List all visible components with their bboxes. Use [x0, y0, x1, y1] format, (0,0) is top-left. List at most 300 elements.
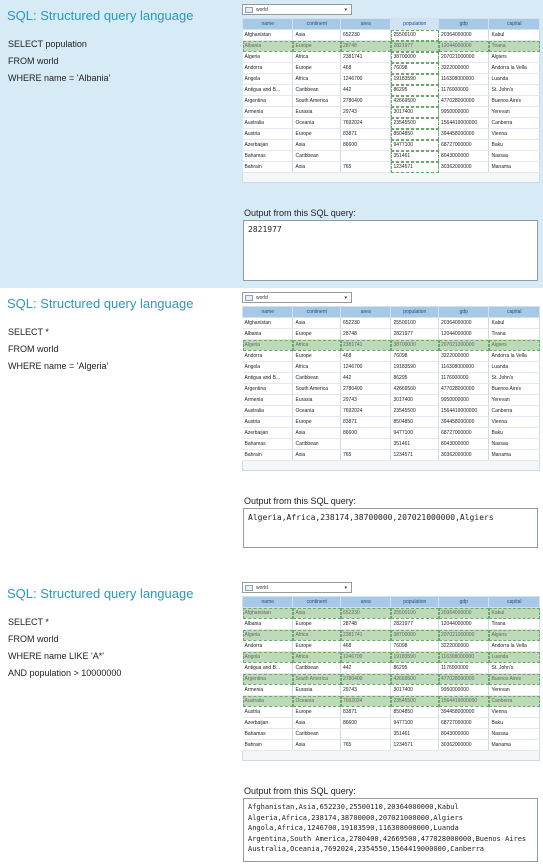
table-cell-capital[interactable]: Algiers: [489, 52, 540, 63]
column-header-name[interactable]: name: [243, 307, 293, 318]
table-selector-dropdown[interactable]: [242, 4, 352, 15]
table-cell-population[interactable]: 2821977: [391, 619, 439, 630]
table-cell-continent[interactable]: Europe: [293, 41, 341, 52]
table-row[interactable]: [243, 718, 540, 729]
column-header-capital[interactable]: capital: [489, 597, 540, 608]
table-cell-continent[interactable]: Caribbean: [293, 151, 341, 162]
table-cell-gdp[interactable]: 30362000000: [439, 162, 489, 173]
table-cell-gdp[interactable]: 1564419000000: [439, 406, 489, 417]
column-header-name[interactable]: name: [243, 19, 293, 30]
table-row[interactable]: [243, 428, 540, 439]
column-header-area[interactable]: area: [341, 597, 391, 608]
table-cell-continent[interactable]: Caribbean: [293, 729, 341, 740]
table-cell-capital[interactable]: Andorra la Vella: [489, 641, 540, 652]
table-row[interactable]: [243, 652, 540, 663]
table-cell-continent[interactable]: Caribbean: [293, 439, 341, 450]
table-row[interactable]: [243, 740, 540, 751]
table-cell-population[interactable]: 9477100: [391, 140, 439, 151]
column-header-gdp[interactable]: gdp: [439, 307, 489, 318]
table-row[interactable]: [243, 107, 540, 118]
table-cell-population[interactable]: 2821977: [391, 41, 439, 52]
table-cell-population[interactable]: 23545500: [391, 118, 439, 129]
table-cell-population[interactable]: 3017400: [391, 685, 439, 696]
table-cell-name[interactable]: Bahrain: [243, 162, 293, 173]
table-cell-area[interactable]: 442: [341, 373, 391, 384]
table-cell-capital[interactable]: Nassau: [489, 729, 540, 740]
table-row[interactable]: [243, 685, 540, 696]
table-cell-name[interactable]: Andorra: [243, 351, 293, 362]
table-cell-gdp[interactable]: 207021000000: [439, 340, 489, 351]
table-cell-gdp[interactable]: 394458000000: [439, 707, 489, 718]
table-row[interactable]: [243, 30, 540, 41]
table-cell-continent[interactable]: Europe: [293, 329, 341, 340]
table-cell-capital[interactable]: Kabul: [489, 608, 540, 619]
table-cell-name[interactable]: Azerbaijan: [243, 718, 293, 729]
table-cell-continent[interactable]: Europe: [293, 63, 341, 74]
table-row[interactable]: [243, 619, 540, 630]
table-cell-area[interactable]: 765: [341, 450, 391, 461]
table-cell-name[interactable]: Australia: [243, 118, 293, 129]
column-header-area[interactable]: area: [341, 19, 391, 30]
table-cell-population[interactable]: 8504850: [391, 129, 439, 140]
table-row[interactable]: [243, 63, 540, 74]
table-cell-area[interactable]: 7692024: [341, 118, 391, 129]
table-cell-name[interactable]: Armenia: [243, 685, 293, 696]
table-cell-area[interactable]: 86600: [341, 428, 391, 439]
table-cell-population[interactable]: 9477100: [391, 428, 439, 439]
table-cell-area[interactable]: 468: [341, 641, 391, 652]
table-cell-area[interactable]: 7692024: [341, 696, 391, 707]
table-selector-dropdown[interactable]: [242, 582, 352, 593]
table-cell-name[interactable]: Australia: [243, 406, 293, 417]
table-cell-name[interactable]: Australia: [243, 696, 293, 707]
table-cell-gdp[interactable]: 20364000000: [439, 318, 489, 329]
table-cell-continent[interactable]: Europe: [293, 351, 341, 362]
table-row[interactable]: [243, 450, 540, 461]
table-row[interactable]: [243, 384, 540, 395]
table-cell-area[interactable]: [341, 151, 391, 162]
table-cell-gdp[interactable]: 1176000000: [439, 85, 489, 96]
column-header-capital[interactable]: capital: [489, 307, 540, 318]
table-cell-gdp[interactable]: 116308000000: [439, 362, 489, 373]
table-cell-area[interactable]: 29743: [341, 107, 391, 118]
column-header-continent[interactable]: continent: [293, 307, 341, 318]
query-output-box[interactable]: [243, 220, 538, 281]
table-row[interactable]: [243, 340, 540, 351]
table-cell-gdp[interactable]: 8043000000: [439, 439, 489, 450]
table-cell-population[interactable]: 1234571: [391, 162, 439, 173]
table-cell-capital[interactable]: Andorra la Vella: [489, 63, 540, 74]
table-cell-population[interactable]: 25500100: [391, 30, 439, 41]
table-cell-gdp[interactable]: 12044000000: [439, 329, 489, 340]
table-cell-name[interactable]: Azerbaijan: [243, 428, 293, 439]
table-cell-area[interactable]: 2381741: [341, 52, 391, 63]
table-cell-population[interactable]: 351461: [391, 151, 439, 162]
table-cell-name[interactable]: Bahamas: [243, 151, 293, 162]
table-row[interactable]: [243, 162, 540, 173]
table-cell-gdp[interactable]: 30362000000: [439, 450, 489, 461]
table-cell-area[interactable]: 2780400: [341, 674, 391, 685]
table-cell-continent[interactable]: Asia: [293, 450, 341, 461]
table-cell-capital[interactable]: Yerevan: [489, 685, 540, 696]
table-cell-continent[interactable]: Africa: [293, 74, 341, 85]
table-row[interactable]: [243, 663, 540, 674]
table-cell-gdp[interactable]: 68727000000: [439, 140, 489, 151]
table-cell-name[interactable]: Bahamas: [243, 729, 293, 740]
column-header-population[interactable]: population: [391, 307, 439, 318]
table-cell-capital[interactable]: Vienna: [489, 417, 540, 428]
table-cell-population[interactable]: 23545500: [391, 406, 439, 417]
table-row[interactable]: [243, 608, 540, 619]
table-cell-continent[interactable]: Asia: [293, 30, 341, 41]
table-cell-gdp[interactable]: 8043000000: [439, 729, 489, 740]
table-cell-population[interactable]: 19183590: [391, 74, 439, 85]
table-cell-capital[interactable]: Vienna: [489, 707, 540, 718]
table-cell-capital[interactable]: Vienna: [489, 129, 540, 140]
table-row[interactable]: [243, 140, 540, 151]
table-cell-name[interactable]: Azerbaijan: [243, 140, 293, 151]
table-cell-continent[interactable]: Africa: [293, 52, 341, 63]
table-cell-continent[interactable]: Africa: [293, 630, 341, 641]
table-cell-population[interactable]: 38700000: [391, 340, 439, 351]
table-cell-continent[interactable]: Caribbean: [293, 373, 341, 384]
table-cell-name[interactable]: Algeria: [243, 340, 293, 351]
table-cell-gdp[interactable]: 207021000000: [439, 52, 489, 63]
table-cell-population[interactable]: 86295: [391, 373, 439, 384]
table-cell-gdp[interactable]: 116308000000: [439, 74, 489, 85]
table-cell-population[interactable]: 3017400: [391, 395, 439, 406]
column-header-population[interactable]: population: [391, 597, 439, 608]
table-cell-population[interactable]: 1234571: [391, 740, 439, 751]
table-cell-population[interactable]: 2821977: [391, 329, 439, 340]
table-cell-name[interactable]: Armenia: [243, 395, 293, 406]
table-cell-area[interactable]: 28748: [341, 329, 391, 340]
column-header-capital[interactable]: capital: [489, 19, 540, 30]
table-cell-continent[interactable]: Europe: [293, 417, 341, 428]
table-cell-name[interactable]: Angola: [243, 362, 293, 373]
table-cell-continent[interactable]: Africa: [293, 652, 341, 663]
table-cell-population[interactable]: 38700000: [391, 630, 439, 641]
table-cell-name[interactable]: Bahrain: [243, 740, 293, 751]
table-cell-population[interactable]: 9477100: [391, 718, 439, 729]
table-cell-population[interactable]: 42669500: [391, 384, 439, 395]
table-cell-gdp[interactable]: 8043000000: [439, 151, 489, 162]
table-cell-gdp[interactable]: 207021000000: [439, 630, 489, 641]
table-row[interactable]: [243, 417, 540, 428]
column-header-continent[interactable]: continent: [293, 19, 341, 30]
table-row[interactable]: [243, 74, 540, 85]
table-cell-population[interactable]: 42669500: [391, 96, 439, 107]
table-cell-capital[interactable]: Nassau: [489, 151, 540, 162]
table-cell-capital[interactable]: Buenos Aires: [489, 96, 540, 107]
table-cell-gdp[interactable]: 116308000000: [439, 652, 489, 663]
table-cell-gdp[interactable]: 9950000000: [439, 685, 489, 696]
table-cell-area[interactable]: [341, 439, 391, 450]
table-cell-capital[interactable]: Kabul: [489, 30, 540, 41]
table-row[interactable]: [243, 729, 540, 740]
column-header-population[interactable]: population: [391, 19, 439, 30]
table-cell-population[interactable]: 3017400: [391, 107, 439, 118]
table-cell-capital[interactable]: St. John's: [489, 373, 540, 384]
table-row[interactable]: [243, 329, 540, 340]
table-cell-area[interactable]: 765: [341, 740, 391, 751]
table-cell-capital[interactable]: Manama: [489, 740, 540, 751]
table-cell-capital[interactable]: Luanda: [489, 362, 540, 373]
table-cell-area[interactable]: 29743: [341, 685, 391, 696]
table-cell-gdp[interactable]: 1176000000: [439, 373, 489, 384]
table-cell-continent[interactable]: Eurasia: [293, 107, 341, 118]
table-cell-area[interactable]: 468: [341, 63, 391, 74]
table-cell-capital[interactable]: Manama: [489, 162, 540, 173]
chevron-down-icon[interactable]: ▾: [344, 295, 347, 301]
table-cell-name[interactable]: Austria: [243, 129, 293, 140]
table-row[interactable]: [243, 129, 540, 140]
table-cell-area[interactable]: 652230: [341, 318, 391, 329]
table-cell-continent[interactable]: Asia: [293, 318, 341, 329]
table-cell-area[interactable]: 7692024: [341, 406, 391, 417]
table-cell-area[interactable]: 83871: [341, 707, 391, 718]
table-cell-population[interactable]: 76098: [391, 351, 439, 362]
table-cell-continent[interactable]: Europe: [293, 619, 341, 630]
table-row[interactable]: [243, 373, 540, 384]
table-cell-population[interactable]: 351461: [391, 729, 439, 740]
table-cell-area[interactable]: 1246700: [341, 74, 391, 85]
table-cell-name[interactable]: Andorra: [243, 63, 293, 74]
table-cell-continent[interactable]: Africa: [293, 362, 341, 373]
table-cell-name[interactable]: Antigua and B...: [243, 85, 293, 96]
table-cell-population[interactable]: 23545500: [391, 696, 439, 707]
table-cell-name[interactable]: Austria: [243, 417, 293, 428]
table-row[interactable]: [243, 641, 540, 652]
table-cell-continent[interactable]: Oceania: [293, 696, 341, 707]
table-cell-gdp[interactable]: 68727000000: [439, 428, 489, 439]
table-selector-dropdown[interactable]: [242, 292, 352, 303]
table-cell-population[interactable]: 19183590: [391, 652, 439, 663]
table-cell-capital[interactable]: Yerevan: [489, 107, 540, 118]
table-row[interactable]: [243, 406, 540, 417]
table-cell-gdp[interactable]: 477028000000: [439, 96, 489, 107]
table-row[interactable]: [243, 41, 540, 52]
table-cell-gdp[interactable]: 12044000000: [439, 41, 489, 52]
table-row[interactable]: [243, 151, 540, 162]
table-cell-population[interactable]: 351461: [391, 439, 439, 450]
table-cell-area[interactable]: 1246700: [341, 652, 391, 663]
table-cell-area[interactable]: 2381741: [341, 630, 391, 641]
table-cell-continent[interactable]: Asia: [293, 718, 341, 729]
table-cell-name[interactable]: Afghanistan: [243, 30, 293, 41]
table-cell-population[interactable]: 1234571: [391, 450, 439, 461]
table-cell-capital[interactable]: Andorra la Vella: [489, 351, 540, 362]
table-cell-continent[interactable]: Europe: [293, 129, 341, 140]
table-cell-capital[interactable]: Canberra: [489, 406, 540, 417]
table-cell-continent[interactable]: Asia: [293, 162, 341, 173]
table-cell-capital[interactable]: Kabul: [489, 318, 540, 329]
table-cell-area[interactable]: 652230: [341, 30, 391, 41]
table-cell-gdp[interactable]: 477028000000: [439, 674, 489, 685]
table-row[interactable]: [243, 85, 540, 96]
table-cell-gdp[interactable]: 20364000000: [439, 30, 489, 41]
table-cell-continent[interactable]: Asia: [293, 740, 341, 751]
table-cell-continent[interactable]: South America: [293, 96, 341, 107]
table-cell-area[interactable]: 468: [341, 351, 391, 362]
table-cell-area[interactable]: 442: [341, 85, 391, 96]
table-cell-gdp[interactable]: 477028000000: [439, 384, 489, 395]
table-cell-continent[interactable]: Africa: [293, 340, 341, 351]
table-cell-area[interactable]: 2381741: [341, 340, 391, 351]
table-cell-population[interactable]: 8504850: [391, 707, 439, 718]
table-cell-gdp[interactable]: 3222000000: [439, 641, 489, 652]
table-cell-name[interactable]: Angola: [243, 74, 293, 85]
table-row[interactable]: [243, 439, 540, 450]
table-cell-area[interactable]: 28748: [341, 41, 391, 52]
table-cell-name[interactable]: Argentina: [243, 674, 293, 685]
table-cell-area[interactable]: 86600: [341, 140, 391, 151]
table-row[interactable]: [243, 696, 540, 707]
table-cell-capital[interactable]: Yerevan: [489, 395, 540, 406]
table-cell-population[interactable]: 25500100: [391, 608, 439, 619]
table-row[interactable]: [243, 362, 540, 373]
table-cell-area[interactable]: 2780400: [341, 384, 391, 395]
table-cell-name[interactable]: Algeria: [243, 52, 293, 63]
table-row[interactable]: [243, 351, 540, 362]
table-cell-capital[interactable]: Buenos Aires: [489, 384, 540, 395]
table-cell-population[interactable]: 76098: [391, 641, 439, 652]
table-cell-capital[interactable]: Buenos Aires: [489, 674, 540, 685]
table-cell-continent[interactable]: Eurasia: [293, 395, 341, 406]
column-header-gdp[interactable]: gdp: [439, 19, 489, 30]
table-cell-name[interactable]: Bahamas: [243, 439, 293, 450]
table-cell-capital[interactable]: Algiers: [489, 630, 540, 641]
table-cell-name[interactable]: Armenia: [243, 107, 293, 118]
table-row[interactable]: [243, 395, 540, 406]
table-cell-gdp[interactable]: 30362000000: [439, 740, 489, 751]
query-output-box[interactable]: [243, 798, 538, 862]
table-cell-name[interactable]: Afghanistan: [243, 318, 293, 329]
table-cell-capital[interactable]: Baku: [489, 428, 540, 439]
table-row[interactable]: [243, 707, 540, 718]
table-cell-continent[interactable]: Asia: [293, 140, 341, 151]
table-cell-continent[interactable]: Asia: [293, 428, 341, 439]
table-cell-area[interactable]: 765: [341, 162, 391, 173]
table-cell-capital[interactable]: Tirana: [489, 619, 540, 630]
column-header-name[interactable]: name: [243, 597, 293, 608]
table-cell-gdp[interactable]: 3222000000: [439, 63, 489, 74]
table-cell-area[interactable]: 1246700: [341, 362, 391, 373]
table-cell-capital[interactable]: Tirana: [489, 329, 540, 340]
table-cell-capital[interactable]: Algiers: [489, 340, 540, 351]
table-cell-gdp[interactable]: 12044000000: [439, 619, 489, 630]
table-row[interactable]: [243, 674, 540, 685]
table-cell-continent[interactable]: Europe: [293, 641, 341, 652]
table-cell-gdp[interactable]: 3222000000: [439, 351, 489, 362]
table-cell-name[interactable]: Andorra: [243, 641, 293, 652]
table-cell-population[interactable]: 8504850: [391, 417, 439, 428]
table-cell-name[interactable]: Angola: [243, 652, 293, 663]
table-cell-area[interactable]: [341, 729, 391, 740]
table-cell-area[interactable]: 86600: [341, 718, 391, 729]
table-row[interactable]: [243, 318, 540, 329]
table-cell-continent[interactable]: Asia: [293, 608, 341, 619]
table-cell-continent[interactable]: Europe: [293, 707, 341, 718]
table-cell-capital[interactable]: Nassau: [489, 439, 540, 450]
table-row[interactable]: [243, 118, 540, 129]
table-cell-gdp[interactable]: 68727000000: [439, 718, 489, 729]
table-cell-area[interactable]: 28748: [341, 619, 391, 630]
table-cell-capital[interactable]: Canberra: [489, 696, 540, 707]
column-header-area[interactable]: area: [341, 307, 391, 318]
table-row[interactable]: [243, 52, 540, 63]
table-cell-continent[interactable]: Eurasia: [293, 685, 341, 696]
table-row[interactable]: [243, 630, 540, 641]
chevron-down-icon[interactable]: ▾: [344, 585, 347, 591]
table-cell-capital[interactable]: Baku: [489, 140, 540, 151]
table-cell-area[interactable]: 2780400: [341, 96, 391, 107]
table-cell-gdp[interactable]: 9950000000: [439, 395, 489, 406]
table-cell-name[interactable]: Algeria: [243, 630, 293, 641]
table-cell-population[interactable]: 42669500: [391, 674, 439, 685]
table-cell-name[interactable]: Bahrain: [243, 450, 293, 461]
table-cell-gdp[interactable]: 1564419000000: [439, 118, 489, 129]
table-cell-capital[interactable]: Canberra: [489, 118, 540, 129]
table-cell-population[interactable]: 76098: [391, 63, 439, 74]
table-cell-capital[interactable]: Luanda: [489, 652, 540, 663]
table-cell-name[interactable]: Afghanistan: [243, 608, 293, 619]
table-cell-capital[interactable]: Baku: [489, 718, 540, 729]
table-cell-name[interactable]: Antigua and B...: [243, 663, 293, 674]
table-cell-area[interactable]: 442: [341, 663, 391, 674]
table-cell-gdp[interactable]: 1564419000000: [439, 696, 489, 707]
table-cell-capital[interactable]: Manama: [489, 450, 540, 461]
table-cell-population[interactable]: 86295: [391, 85, 439, 96]
table-cell-gdp[interactable]: 1176000000: [439, 663, 489, 674]
table-cell-continent[interactable]: South America: [293, 674, 341, 685]
chevron-down-icon[interactable]: ▾: [344, 7, 347, 13]
table-cell-population[interactable]: 19183590: [391, 362, 439, 373]
table-cell-continent[interactable]: Caribbean: [293, 663, 341, 674]
table-cell-continent[interactable]: Oceania: [293, 118, 341, 129]
table-cell-continent[interactable]: South America: [293, 384, 341, 395]
table-cell-area[interactable]: 652230: [341, 608, 391, 619]
query-output-box[interactable]: [243, 508, 538, 548]
table-cell-name[interactable]: Argentina: [243, 384, 293, 395]
column-header-gdp[interactable]: gdp: [439, 597, 489, 608]
table-cell-name[interactable]: Argentina: [243, 96, 293, 107]
table-cell-capital[interactable]: Tirana: [489, 41, 540, 52]
table-cell-name[interactable]: Austria: [243, 707, 293, 718]
table-cell-continent[interactable]: Oceania: [293, 406, 341, 417]
table-cell-name[interactable]: Albania: [243, 329, 293, 340]
column-header-continent[interactable]: continent: [293, 597, 341, 608]
table-cell-gdp[interactable]: 394458000000: [439, 129, 489, 140]
table-cell-name[interactable]: Antigua and B...: [243, 373, 293, 384]
table-cell-population[interactable]: 38700000: [391, 52, 439, 63]
table-cell-name[interactable]: Albania: [243, 41, 293, 52]
table-cell-population[interactable]: 25500100: [391, 318, 439, 329]
table-cell-capital[interactable]: St. John's: [489, 85, 540, 96]
table-row[interactable]: [243, 96, 540, 107]
table-cell-continent[interactable]: Caribbean: [293, 85, 341, 96]
table-cell-area[interactable]: 83871: [341, 129, 391, 140]
table-cell-gdp[interactable]: 9950000000: [439, 107, 489, 118]
table-cell-capital[interactable]: St. John's: [489, 663, 540, 674]
table-cell-gdp[interactable]: 394458000000: [439, 417, 489, 428]
table-cell-name[interactable]: Albania: [243, 619, 293, 630]
table-cell-capital[interactable]: Luanda: [489, 74, 540, 85]
table-cell-area[interactable]: 29743: [341, 395, 391, 406]
table-cell-area[interactable]: 83871: [341, 417, 391, 428]
table-cell-population[interactable]: 86295: [391, 663, 439, 674]
table-cell-gdp[interactable]: 20364000000: [439, 608, 489, 619]
